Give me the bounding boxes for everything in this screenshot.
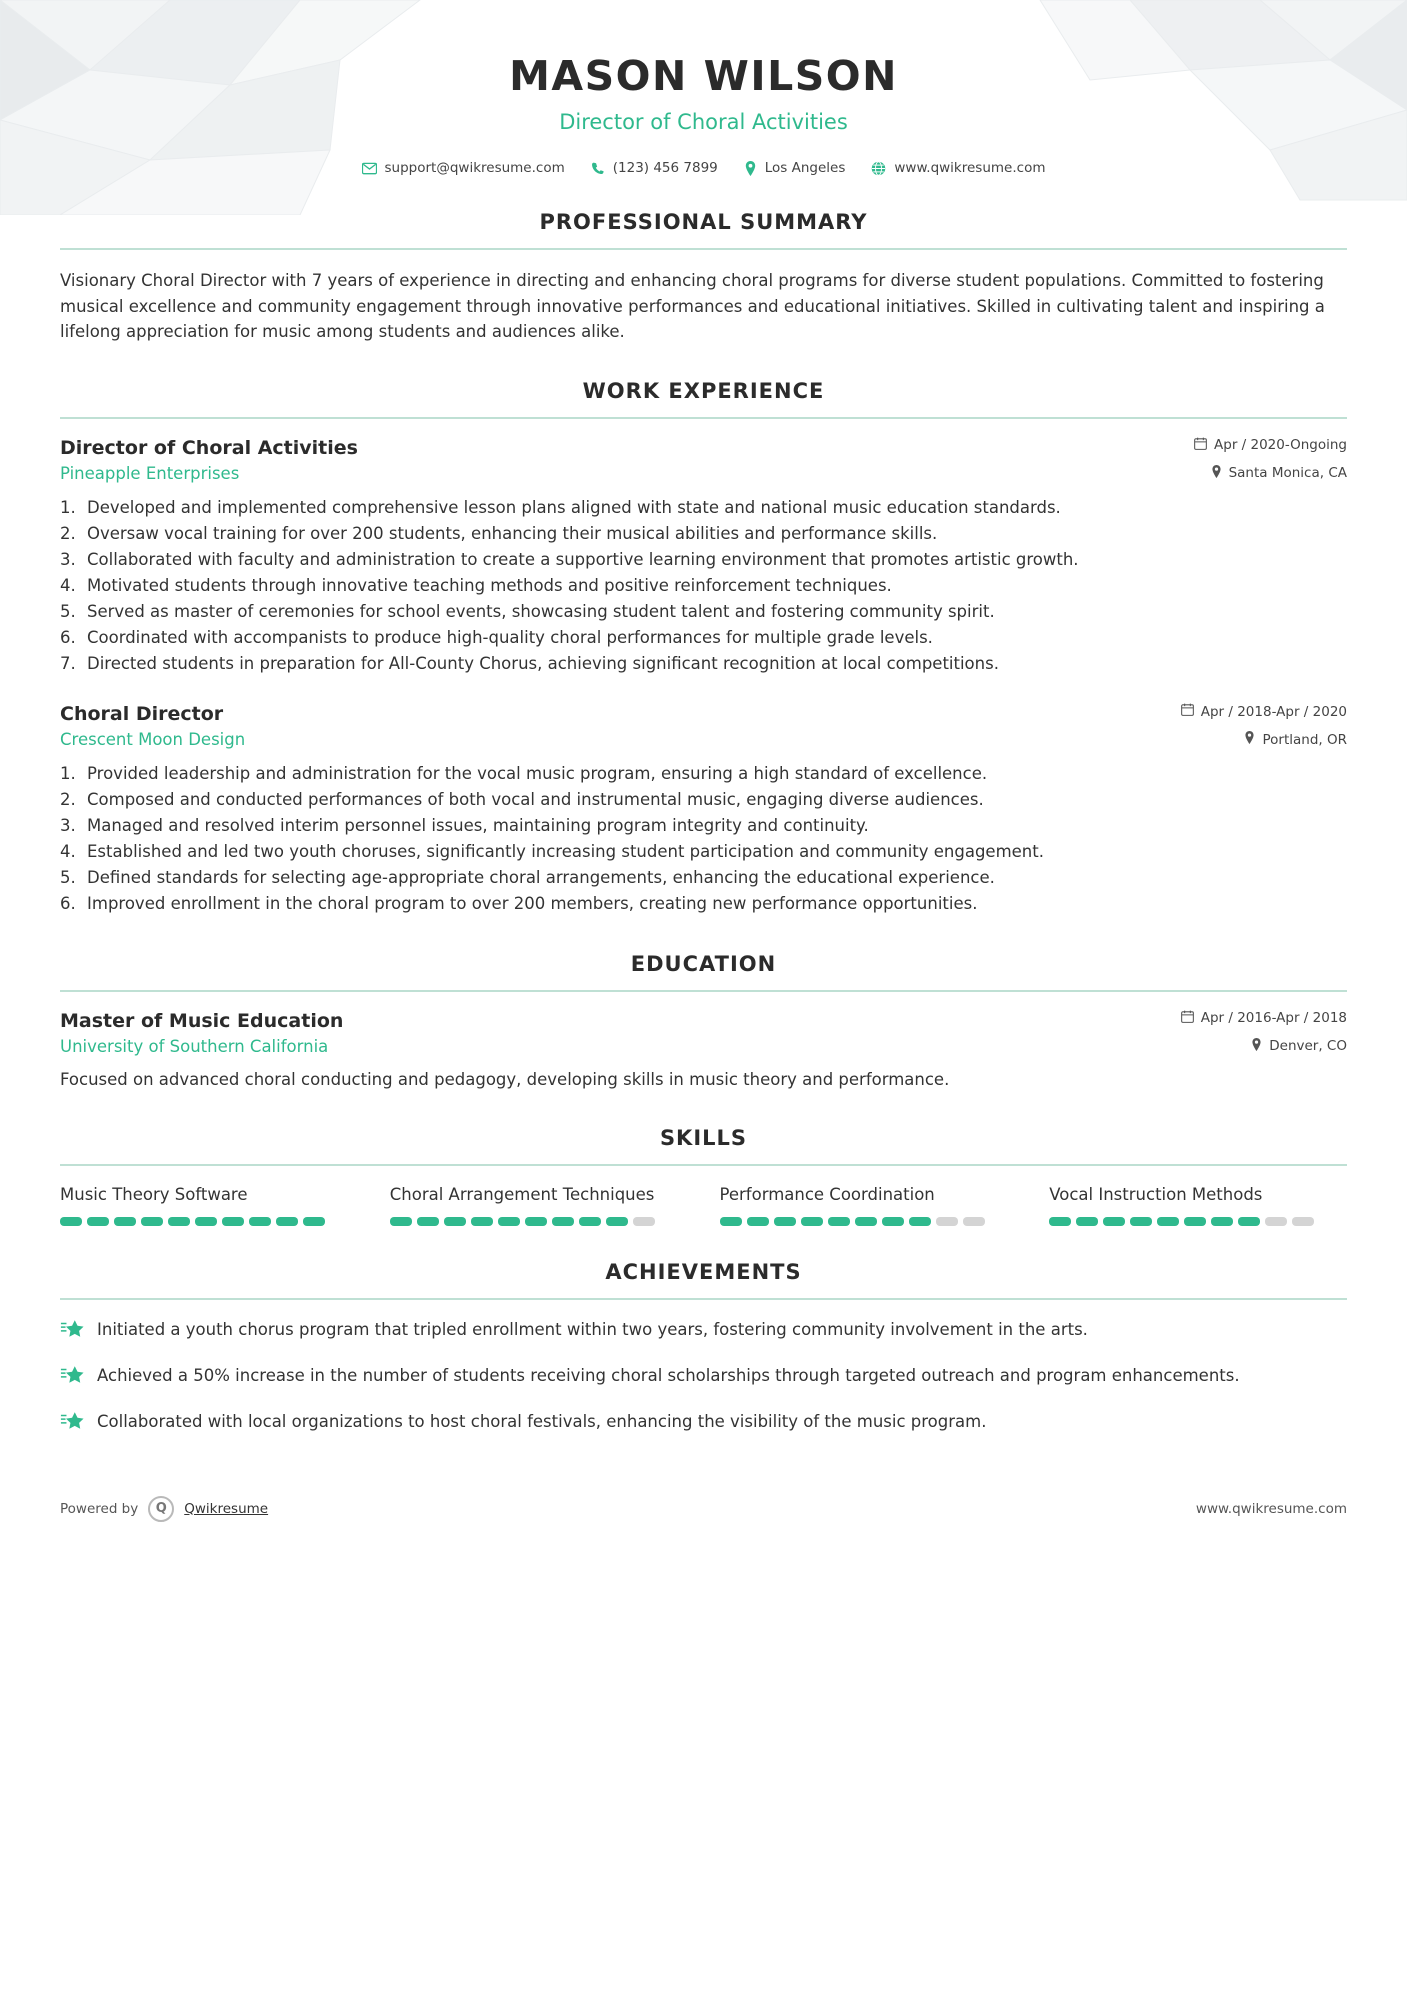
section-skills xyxy=(60,1126,1347,1225)
skill-segment xyxy=(498,1217,520,1226)
section-work-experience xyxy=(60,379,1347,918)
bullet-item: 6. Coordinated with accompanists to produce high-quality choral performances for multiple grade levels. xyxy=(60,625,1347,651)
powered-by-label: Powered by xyxy=(60,1500,139,1517)
star-badge-icon xyxy=(60,1318,84,1344)
education-location-text: Denver, CO xyxy=(1269,1038,1347,1054)
bullet-item: 4. Motivated students through innovative teaching methods and positive reinforcement techniques. xyxy=(60,573,1347,599)
skill-segment xyxy=(303,1217,325,1226)
skill-segment xyxy=(444,1217,466,1226)
section-education xyxy=(60,952,1347,1093)
calendar-icon xyxy=(1181,1010,1194,1027)
brand-name-link[interactable]: Qwikresume xyxy=(184,1500,269,1517)
bullet-text: Established and led two youth choruses, significantly increasing student participation and community engagement. xyxy=(87,842,1044,862)
calendar-icon xyxy=(1194,437,1207,454)
achievement-item xyxy=(60,1410,1347,1436)
education-school: University of Southern California xyxy=(60,1036,329,1056)
education-dates-text: Apr / 2016-Apr / 2018 xyxy=(1200,1010,1347,1026)
skill-segment xyxy=(471,1217,493,1226)
bullet-item: 3. Managed and resolved interim personnel issues, maintaining program integrity and continuity. xyxy=(60,813,1347,839)
skill-segment xyxy=(141,1217,163,1226)
skill-rating-bar xyxy=(1049,1217,1347,1226)
section-achievements xyxy=(60,1260,1347,1436)
bullet-item: 4. Established and led two youth choruses, significantly increasing student participation and community engagement. xyxy=(60,839,1347,865)
skill-segment xyxy=(249,1217,271,1226)
section-divider xyxy=(60,990,1347,992)
skill-segment xyxy=(579,1217,601,1226)
contact-website-text: www.qwikresume.com xyxy=(894,160,1046,176)
skill-segment xyxy=(1292,1217,1314,1226)
work-role: Choral Director xyxy=(60,703,224,726)
bullet-text: Provided leadership and administration for the vocal music program, ensuring a high standard of excellence. xyxy=(87,764,988,784)
work-dates xyxy=(1194,437,1347,454)
work-dates-text: Apr / 2018-Apr / 2020 xyxy=(1200,703,1347,720)
skill-segment xyxy=(774,1217,796,1226)
bullet-text: Motivated students through innovative teaching methods and positive reinforcement techniques. xyxy=(87,575,892,595)
section-title-achievements: ACHIEVEMENTS xyxy=(605,1259,802,1284)
skill-segment xyxy=(1211,1217,1233,1226)
skill-segment xyxy=(276,1217,298,1226)
bullet-text: Composed and conducted performances of both vocal and instrumental music, engaging diverse audiences. xyxy=(87,790,984,810)
skill-segment xyxy=(60,1217,82,1226)
bullet-text: Served as master of ceremonies for school events, showcasing student talent and fostering community spirit. xyxy=(87,601,995,621)
skill-rating-bar xyxy=(390,1217,688,1226)
achievement-text: Initiated a youth chorus program that tripled enrollment within two years, fostering community involvement in the arts. xyxy=(97,1319,1088,1339)
bullet-text: Managed and resolved interim personnel issues, maintaining program integrity and continuity. xyxy=(87,816,869,836)
bullet-text: Defined standards for selecting age-appropriate choral arrangements, enhancing the educational experience. xyxy=(87,868,995,888)
section-divider xyxy=(60,1164,1347,1166)
skill-segment xyxy=(1157,1217,1179,1226)
bullet-text: Directed students in preparation for All-County Chorus, achieving significant recognition at local competitions. xyxy=(87,654,999,674)
work-dates-text: Apr / 2020-Ongoing xyxy=(1214,437,1347,454)
section-title-skills: SKILLS xyxy=(659,1126,748,1151)
skill-segment xyxy=(720,1217,742,1226)
skill-segment xyxy=(1049,1217,1071,1226)
skill-segment xyxy=(882,1217,904,1226)
section-divider xyxy=(60,1298,1347,1300)
work-location-text: Santa Monica, CA xyxy=(1228,465,1347,482)
page-footer xyxy=(60,1496,1347,1556)
location-pin-icon xyxy=(1244,731,1255,748)
achievement-text: Collaborated with local organizations to host choral festivals, enhancing the visibility of the music program. xyxy=(97,1411,987,1431)
bullet-item: 2. Oversaw vocal training for over 200 students, enhancing their musical abilities and performance skills. xyxy=(60,521,1347,547)
work-company: Crescent Moon Design xyxy=(60,730,246,750)
skill-segment xyxy=(633,1217,655,1226)
skill-rating-bar xyxy=(60,1217,358,1226)
contact-row xyxy=(60,160,1347,176)
qwikresume-logo-icon: Q xyxy=(148,1496,174,1522)
candidate-name: MASON WILSON xyxy=(509,52,898,100)
section-title-education: EDUCATION xyxy=(630,951,777,976)
bullet-item: 2. Composed and conducted performances of both vocal and instrumental music, engaging diverse audiences. xyxy=(60,787,1347,813)
contact-website[interactable] xyxy=(871,160,1045,176)
work-entry xyxy=(60,703,1347,917)
contact-email-text: support@qwikresume.com xyxy=(384,160,565,176)
footer-branding xyxy=(60,1496,268,1522)
skill-name: Vocal Instruction Methods xyxy=(1049,1185,1263,1205)
work-dates xyxy=(1181,703,1347,720)
skill-segment xyxy=(195,1217,217,1226)
bullet-item: 1. Provided leadership and administration for the vocal music program, ensuring a high standard of excellence. xyxy=(60,761,1347,787)
skills-grid xyxy=(60,1184,1347,1225)
skill-name: Choral Arrangement Techniques xyxy=(389,1185,655,1205)
location-pin-icon xyxy=(1211,465,1222,482)
bullet-text: Improved enrollment in the choral program to over 200 members, creating new performance opportunities. xyxy=(87,894,978,914)
skill-segment xyxy=(1238,1217,1260,1226)
education-degree: Master of Music Education xyxy=(60,1009,344,1032)
work-location-text: Portland, OR xyxy=(1262,731,1347,748)
skill-segment xyxy=(963,1217,985,1226)
star-badge-icon xyxy=(60,1364,84,1390)
skill-rating-bar xyxy=(720,1217,1018,1226)
achievement-item xyxy=(60,1318,1347,1344)
work-bullets xyxy=(60,761,1347,917)
skill-name: Performance Coordination xyxy=(719,1185,935,1205)
summary-text: Visionary Choral Director with 7 years of experience in directing and enhancing choral programs for diverse student populations. Committed to fostering musical excellence and community engagement through innovative performances and educational initiatives. Skilled in cultivating talent and inspiring a lifelong appreciation for music among students and audiences alike. xyxy=(60,271,1325,342)
star-badge-icon xyxy=(60,1410,84,1436)
location-pin-icon xyxy=(1251,1038,1262,1055)
achievement-text: Achieved a 50% increase in the number of students receiving choral scholarships through targeted outreach and program enhancements. xyxy=(97,1365,1240,1385)
achievements-list xyxy=(60,1318,1347,1436)
footer-website[interactable]: www.qwikresume.com xyxy=(1195,1500,1347,1517)
work-role: Director of Choral Activities xyxy=(60,436,358,459)
education-dates xyxy=(1181,1010,1347,1027)
bullet-item: 6. Improved enrollment in the choral program to over 200 members, creating new performance opportunities. xyxy=(60,891,1347,917)
bullet-text: Oversaw vocal training for over 200 students, enhancing their musical abilities and performance skills. xyxy=(87,523,938,543)
work-company: Pineapple Enterprises xyxy=(60,463,240,483)
contact-phone-text: (123) 456 7899 xyxy=(612,160,718,176)
skill-segment xyxy=(855,1217,877,1226)
skill-name: Music Theory Software xyxy=(60,1185,248,1205)
skill-segment xyxy=(1103,1217,1125,1226)
resume-header xyxy=(60,0,1347,176)
skill-segment xyxy=(222,1217,244,1226)
skill-segment xyxy=(909,1217,931,1226)
education-description: Focused on advanced choral conducting and pedagogy, developing skills in music theory and performance. xyxy=(60,1069,950,1089)
bullet-item: 1. Developed and implemented comprehensive lesson plans aligned with state and national music education standards. xyxy=(60,495,1347,521)
skill-item xyxy=(1049,1184,1347,1225)
contact-location-text: Los Angeles xyxy=(764,160,846,176)
candidate-job-title: Director of Choral Activities xyxy=(559,110,848,134)
email-icon xyxy=(362,161,377,176)
skill-item xyxy=(720,1184,1018,1225)
skill-segment xyxy=(1265,1217,1287,1226)
work-entry xyxy=(60,437,1347,677)
bullet-item: 5. Defined standards for selecting age-appropriate choral arrangements, enhancing the educational experience. xyxy=(60,865,1347,891)
section-divider xyxy=(60,248,1347,250)
skill-segment xyxy=(801,1217,823,1226)
section-title-summary: PROFESSIONAL SUMMARY xyxy=(539,210,868,234)
education-location xyxy=(1181,1038,1347,1055)
achievement-item xyxy=(60,1364,1347,1390)
bullet-text: Developed and implemented comprehensive lesson plans aligned with state and national music education standards. xyxy=(87,497,1061,517)
phone-icon xyxy=(591,161,605,175)
bullet-text: Coordinated with accompanists to produce high-quality choral performances for multiple grade levels. xyxy=(87,628,933,647)
skill-item xyxy=(60,1184,358,1225)
skill-item xyxy=(390,1184,688,1225)
section-professional-summary xyxy=(60,210,1347,345)
bullet-item: 7. Directed students in preparation for All-County Chorus, achieving significant recognition at local competitions. xyxy=(60,651,1347,677)
section-title-work: WORK EXPERIENCE xyxy=(582,378,825,403)
skill-segment xyxy=(606,1217,628,1226)
skill-segment xyxy=(114,1217,136,1226)
education-entry xyxy=(60,1010,1347,1093)
skill-segment xyxy=(828,1217,850,1226)
skill-segment xyxy=(417,1217,439,1226)
work-location xyxy=(1181,731,1347,748)
calendar-icon xyxy=(1181,703,1194,720)
contact-phone[interactable] xyxy=(591,160,718,176)
section-divider xyxy=(60,417,1347,419)
skill-segment xyxy=(1184,1217,1206,1226)
skill-segment xyxy=(747,1217,769,1226)
skill-segment xyxy=(390,1217,412,1226)
skill-segment xyxy=(1076,1217,1098,1226)
bullet-item: 3. Collaborated with faculty and administration to create a supportive learning environment that promotes artistic growth. xyxy=(60,547,1347,573)
globe-icon xyxy=(871,161,886,176)
bullet-item: 5. Served as master of ceremonies for school events, showcasing student talent and fostering community spirit. xyxy=(60,599,1347,625)
skill-segment xyxy=(1130,1217,1152,1226)
work-location xyxy=(1194,465,1347,482)
skill-segment xyxy=(525,1217,547,1226)
bullet-text: Collaborated with faculty and administration to create a supportive learning environment that promotes artistic growth. xyxy=(87,549,1079,569)
location-pin-icon xyxy=(744,161,757,176)
skill-segment xyxy=(168,1217,190,1226)
contact-location[interactable] xyxy=(744,160,846,176)
work-bullets xyxy=(60,495,1347,677)
contact-email[interactable] xyxy=(362,160,565,176)
skill-segment xyxy=(87,1217,109,1226)
skill-segment xyxy=(552,1217,574,1226)
skill-segment xyxy=(936,1217,958,1226)
